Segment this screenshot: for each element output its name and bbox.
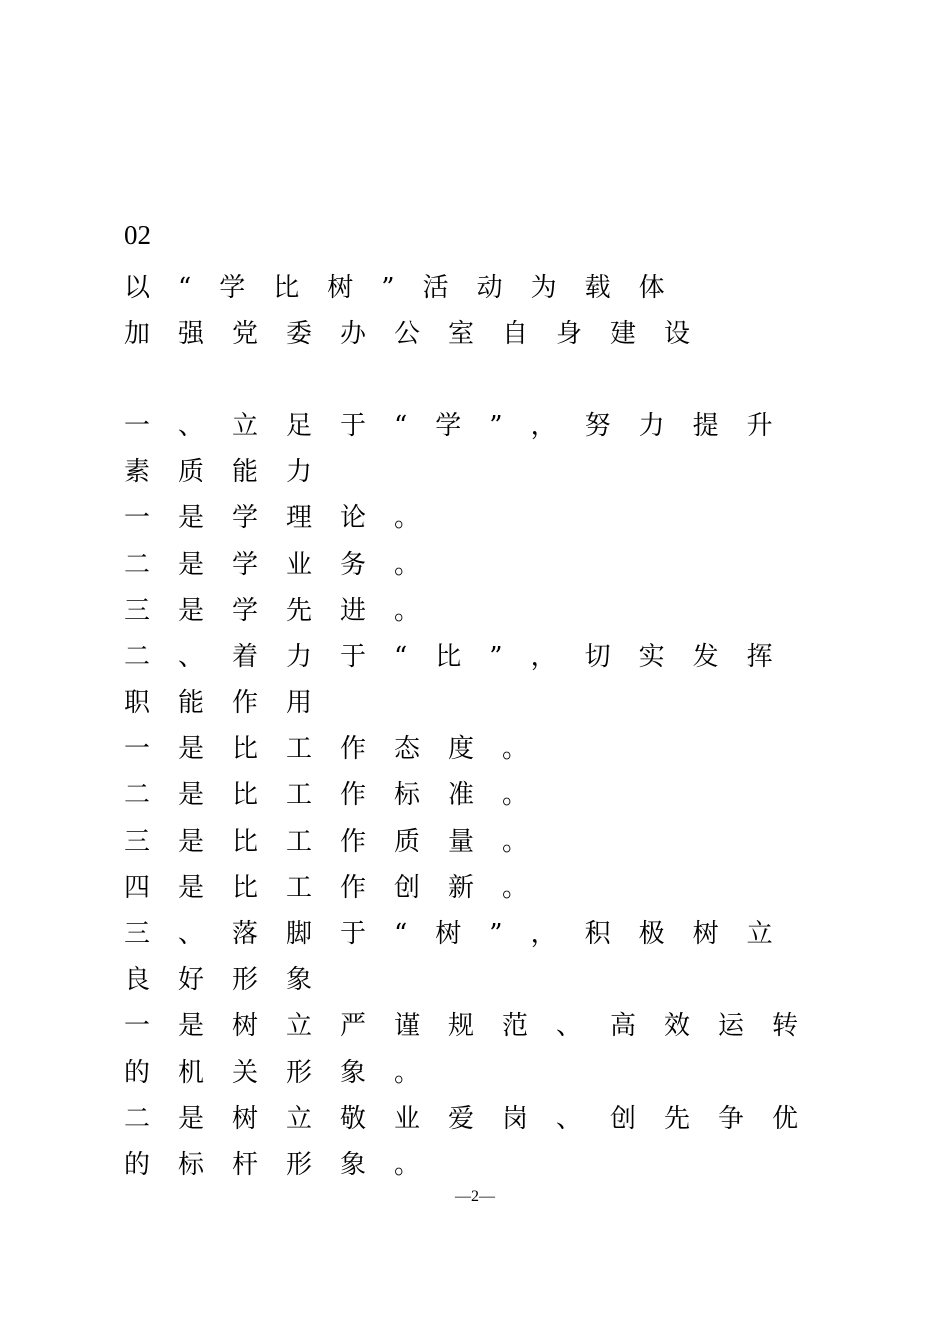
list-item: 一是学理论。 <box>124 503 449 534</box>
section-heading-3-cont: 良好形象 <box>124 965 341 996</box>
document-body <box>124 262 827 1186</box>
list-item-cont: 的机关形象。 <box>124 1057 449 1088</box>
list-item: 一是树立严谨规范、高效运转 <box>124 1011 827 1042</box>
section-heading-3: 三、落脚于“树”，积极树立 <box>124 919 801 950</box>
title-line-1: 以“学比树”活动为载体 <box>124 272 693 303</box>
list-item: 二是学业务。 <box>124 549 449 580</box>
title-line-2: 加强党委办公室自身建设 <box>124 318 719 349</box>
list-item-cont: 的标杆形象。 <box>124 1149 449 1180</box>
list-item: 二是比工作标准。 <box>124 780 557 811</box>
section-heading-2: 二、着力于“比”，切实发挥 <box>124 641 801 672</box>
section-heading-1-cont: 素质能力 <box>124 457 341 488</box>
section-heading-2-cont: 职能作用 <box>124 688 341 719</box>
list-item: 二是树立敬业爱岗、创先争优 <box>124 1103 827 1134</box>
blank-line <box>124 354 824 400</box>
list-item: 三是比工作质量。 <box>124 826 557 857</box>
list-item: 四是比工作创新。 <box>124 872 557 903</box>
list-item: 三是学先进。 <box>124 595 449 626</box>
document-number: 02 <box>124 220 151 250</box>
list-item: 一是比工作态度。 <box>124 734 557 765</box>
page-number: —2— <box>455 1188 495 1205</box>
section-heading-1: 一、立足于“学”，努力提升 <box>124 410 801 441</box>
